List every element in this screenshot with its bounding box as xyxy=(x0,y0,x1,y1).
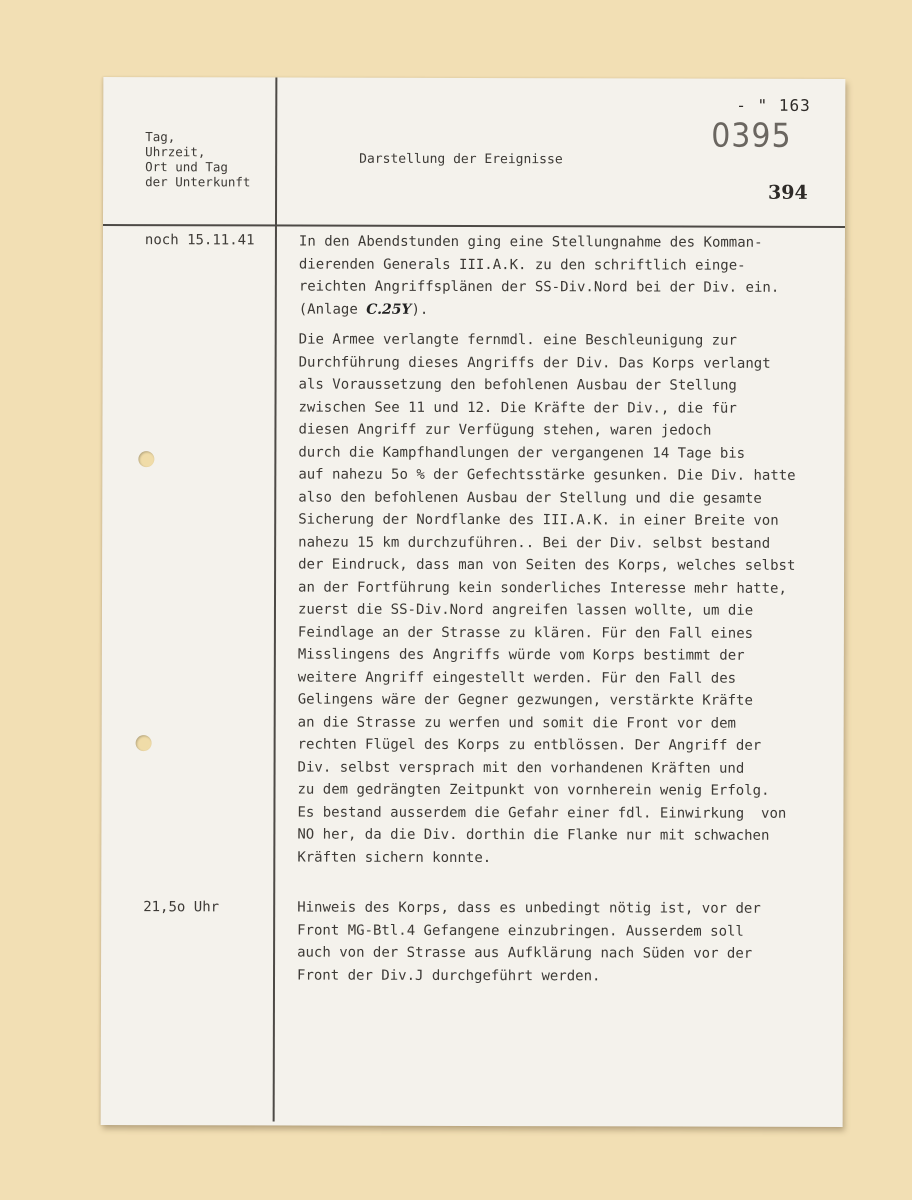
text-line: zu dem gedrängten Zeitpunkt von vornherein wenig Erfolg. xyxy=(297,781,770,799)
entry-paragraph-3 xyxy=(297,897,761,988)
header-divider-horizontal xyxy=(103,224,845,228)
text-line: Sicherung der Nordflanke des III.A.K. in einer Breite von xyxy=(298,511,779,529)
text-line: reichten Angriffsplänen der SS-Div.Nord bei der Div. ein. xyxy=(298,278,780,296)
text-line: Es bestand ausserdem die Gefahr einer fdl. Einwirkung von xyxy=(297,804,787,822)
text-line: an die Strasse zu werfen und somit die Front vor dem xyxy=(297,714,737,732)
text-line: Hinweis des Korps, dass es unbedingt nötig ist, vor der xyxy=(297,899,761,917)
text-line: Kräften sichern konnte. xyxy=(297,849,492,866)
text-line: rechten Flügel des Korps zu entblössen. Der Angriff der xyxy=(297,736,762,754)
text-line: In den Abendstunden ging eine Stellungnahme des Komman- xyxy=(298,233,763,251)
text-line: NO her, da die Div. dorthin die Flanke nur mit schwachen xyxy=(297,826,770,844)
text-line: an der Fortführung kein sonderliches Interesse mehr hatte, xyxy=(298,579,787,597)
entry-paragraph-1 xyxy=(299,231,780,322)
header-date-column-label: Tag, Uhrzeit, Ort und Tag der Unterkunft xyxy=(145,129,251,190)
page-number: 394 xyxy=(768,181,808,204)
text-line: also den befohlenen Ausbau der Stellung und die gesamte xyxy=(298,489,762,507)
text-line: auch von der Strasse aus Aufklärung nach Süden vor der xyxy=(297,944,753,962)
text-line: auf nahezu 5o % der Gefechtsstärke gesunken. Die Div. hatte xyxy=(298,466,796,484)
text-line: Misslingens des Angriffs würde vom Korps bestimmt der xyxy=(297,646,745,664)
text-line: zuerst die SS-Div.Nord angreifen lassen wollte, um die xyxy=(297,601,754,619)
handwritten-annex-number: C.25Y xyxy=(366,301,412,318)
text-line: Front der Div.J durchgeführt werden. xyxy=(297,967,601,984)
entry-date: noch 15.11.41 xyxy=(144,232,255,249)
punch-hole xyxy=(138,451,154,467)
column-divider-vertical xyxy=(273,77,278,1121)
text-line: Die Armee verlangte fernmdl. eine Beschleunigung zur xyxy=(298,331,738,349)
archive-stamp-number: - " 163 xyxy=(736,95,811,115)
text-line: nahezu 15 km durchzuführen.. Bei der Div. selbst bestand xyxy=(298,534,771,552)
text-line: Gelingens wäre der Gegner gezwungen, verstärkte Kräfte xyxy=(297,691,753,709)
archive-stamp-frame-number: 0395 xyxy=(711,116,792,156)
text-line xyxy=(299,298,779,322)
punch-hole xyxy=(136,735,152,751)
text-line: diesen Angriff zur Verfügung stehen, waren jedoch xyxy=(298,421,712,439)
text-line: Durchführung dieses Angriffs der Div. Das Korps verlangt xyxy=(298,354,771,372)
anlage-prefix: (Anlage xyxy=(298,301,367,318)
document-page xyxy=(101,77,846,1127)
text-line: der Eindruck, dass man von Seiten des Korps, welches selbst xyxy=(298,556,796,574)
entry-paragraph-2 xyxy=(297,329,796,870)
entry-time: 21,5o Uhr xyxy=(143,899,220,916)
header-events-column-label: Darstellung der Ereignisse xyxy=(359,151,563,168)
text-line: weitere Angriff eingestellt werden. Für den Fall des xyxy=(297,669,737,687)
anlage-suffix: ). xyxy=(411,301,429,318)
text-line: Div. selbst versprach mit den vorhandenen Kräften und xyxy=(297,759,745,777)
text-line: Front MG-Btl.4 Gefangene einzubringen. Ausserdem soll xyxy=(297,922,744,940)
text-line: dierenden Generals III.A.K. zu den schriftlich einge- xyxy=(298,256,746,274)
text-line: als Voraussetzung den befohlenen Ausbau der Stellung xyxy=(298,376,737,394)
text-line: durch die Kampfhandlungen der vergangenen 14 Tage bis xyxy=(298,444,746,462)
text-line: zwischen See 11 und 12. Die Kräfte der Div., die für xyxy=(298,399,737,417)
text-line: Feindlage an der Strasse zu klären. Für den Fall eines xyxy=(297,624,754,642)
